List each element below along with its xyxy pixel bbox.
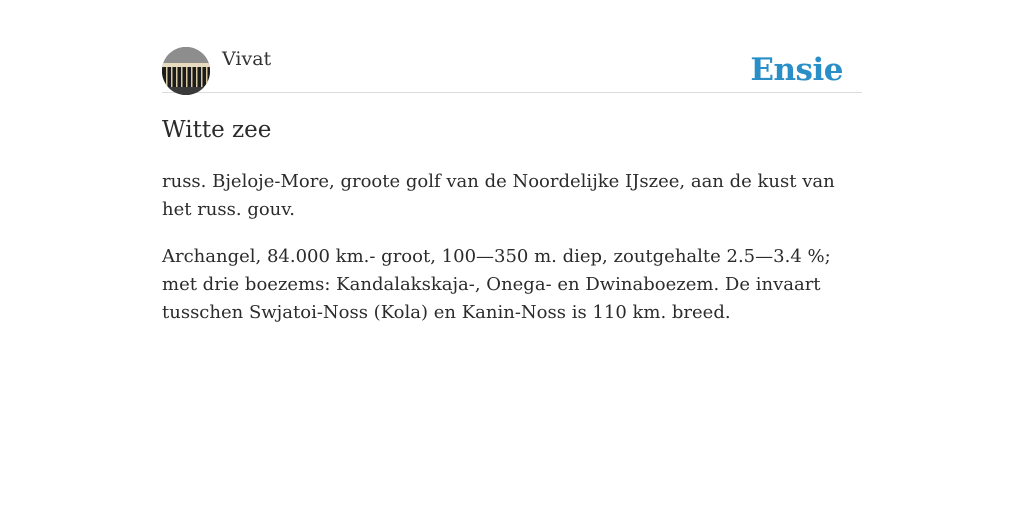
ensie-logo-link[interactable]: Ensie <box>750 52 843 88</box>
page-header <box>162 44 862 93</box>
author-name[interactable]: Vivat <box>222 48 272 70</box>
book-spines-icon <box>162 47 210 95</box>
avatar[interactable] <box>162 47 210 95</box>
article-paragraph: russ. Bjeloje-More, groote golf van de Noordelijke IJszee, aan de kust van het russ. gouv. <box>162 171 835 220</box>
page-title: Witte zee <box>162 117 272 143</box>
article-body <box>162 168 862 346</box>
article-paragraph: Archangel, 84.000 km.- groot, 100—350 m. diep, zoutgehalte 2.5—3.4 %; met drie boezems: Kandalakskaja-, Onega- en Dwinaboezem. De invaart tusschen Swjatoi-Noss (Kola) en Kanin-Noss is 110 km. breed. <box>162 246 831 323</box>
